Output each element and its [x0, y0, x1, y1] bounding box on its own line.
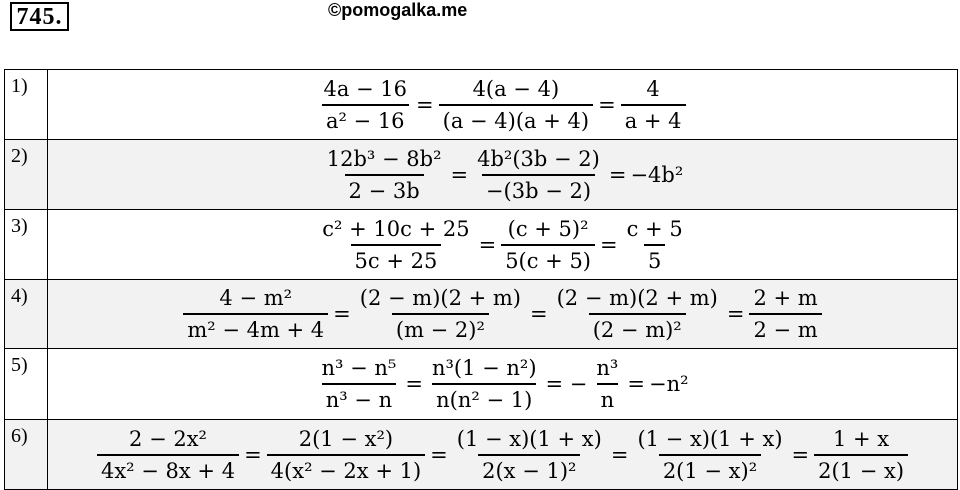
fraction: [749, 284, 821, 344]
equals-minus-sign: = −: [545, 372, 588, 396]
numerator: 4: [646, 76, 660, 101]
denominator: n³ − n: [322, 383, 396, 414]
fraction: [501, 215, 595, 275]
equals-sign: =: [450, 162, 469, 187]
numerator: 2 + m: [753, 286, 818, 310]
fraction: [623, 215, 687, 275]
fraction: [97, 425, 239, 485]
equals-sign: =: [478, 232, 497, 257]
equation-chain: [315, 215, 689, 275]
equals-sign: =: [791, 442, 810, 467]
solution-table: [4, 69, 958, 490]
numerator: (2 − m)(2 + m): [359, 286, 521, 310]
denominator: 5: [644, 244, 665, 275]
fraction: [814, 425, 908, 485]
denominator: −(3b − 2): [482, 174, 595, 205]
equals-sign: =: [530, 302, 548, 326]
numerator: 4 − m²: [219, 286, 293, 310]
equation-chain: [316, 75, 688, 135]
denominator: a + 4: [621, 104, 686, 135]
equals-sign: =: [430, 442, 448, 467]
equals-sign: =: [405, 372, 423, 396]
result-term: −n²: [648, 372, 689, 396]
equation-chain: [180, 284, 824, 344]
fraction: [318, 215, 473, 275]
denominator: 2(1 − x)²: [659, 454, 761, 485]
row-label: 3): [5, 210, 48, 280]
row-label: 2): [5, 140, 48, 210]
numerator: 1 + x: [833, 426, 890, 451]
denominator: 2(1 − x): [814, 454, 908, 485]
fraction: [633, 425, 786, 485]
denominator: (2 − m)²: [589, 313, 686, 344]
equals-sign: =: [598, 92, 616, 117]
denominator: (a − 4)(a + 4): [439, 104, 593, 135]
equals-sign: =: [608, 162, 627, 187]
table-row: [5, 280, 958, 349]
equation-chain: [320, 145, 686, 205]
fraction: [439, 75, 593, 135]
fraction: [453, 425, 606, 485]
fraction: [267, 425, 425, 485]
denominator: 4x² − 8x + 4: [97, 454, 239, 485]
expression-cell: [48, 420, 958, 490]
numerator: n³(1 − n²): [431, 356, 537, 380]
numerator: c + 5: [626, 216, 683, 241]
equation-chain: [94, 425, 911, 485]
denominator: 2 − 3b: [345, 174, 424, 205]
result-term: −4b²: [630, 162, 684, 187]
numerator: 12b³ − 8b²: [326, 146, 442, 171]
fraction: [317, 354, 400, 414]
equals-sign: =: [726, 302, 745, 326]
denominator: n(n² − 1): [432, 383, 536, 414]
row-label: 5): [5, 349, 48, 420]
numerator: (1 − x)(1 + x): [456, 426, 602, 451]
row-label: 1): [5, 70, 48, 140]
denominator: a² − 16: [322, 104, 409, 135]
equals-sign: =: [244, 442, 262, 467]
fraction: [356, 284, 525, 344]
table-row: [5, 70, 958, 140]
fraction: [473, 145, 604, 205]
denominator: 2(x − 1)²: [478, 454, 580, 485]
watermark: ©pomogalka.me: [328, 0, 468, 20]
expression-cell: [48, 349, 958, 420]
denominator: 4(x² − 2x + 1): [267, 454, 425, 485]
numerator: 4a − 16: [323, 76, 408, 101]
numerator: n³: [596, 356, 619, 380]
table-row: [5, 420, 958, 490]
denominator: (m − 2)²: [392, 313, 489, 344]
fraction: [592, 354, 622, 414]
expression-cell: [48, 140, 958, 210]
denominator: 2 − m: [749, 313, 821, 344]
numerator: n³ − n⁵: [321, 356, 397, 380]
row-label: 6): [5, 420, 48, 490]
equals-sign: =: [610, 442, 629, 467]
equals-sign: =: [600, 232, 618, 257]
fraction: [428, 354, 541, 414]
numerator: c² + 10c + 25: [322, 216, 470, 241]
expression-cell: [48, 210, 958, 280]
denominator: n: [597, 383, 619, 414]
numerator: (c + 5)²: [507, 216, 589, 241]
fraction: [323, 145, 446, 205]
fraction: [621, 75, 686, 135]
table-row: [5, 349, 958, 420]
denominator: 5(c + 5): [501, 244, 595, 275]
table-row: [5, 140, 958, 210]
table-row: [5, 210, 958, 280]
fraction: [183, 284, 328, 344]
equation-chain: [314, 354, 690, 414]
denominator: 5c + 25: [351, 244, 442, 275]
fraction: [319, 75, 411, 135]
exercise-number: 745.: [10, 2, 69, 31]
numerator: 2(1 − x²): [298, 426, 394, 451]
numerator: 2 − 2x²: [129, 426, 207, 451]
equals-sign: =: [416, 92, 434, 117]
numerator: 4(a − 4): [472, 76, 560, 101]
expression-cell: [48, 70, 958, 140]
numerator: (1 − x)(1 + x): [637, 426, 783, 451]
equals-sign: =: [333, 302, 351, 326]
numerator: 4b²(3b − 2): [477, 146, 600, 171]
row-label: 4): [5, 280, 48, 349]
expression-cell: [48, 280, 958, 349]
denominator: m² − 4m + 4: [183, 313, 328, 344]
equals-sign: =: [627, 372, 645, 396]
numerator: (2 − m)(2 + m): [556, 286, 718, 310]
fraction: [553, 284, 722, 344]
